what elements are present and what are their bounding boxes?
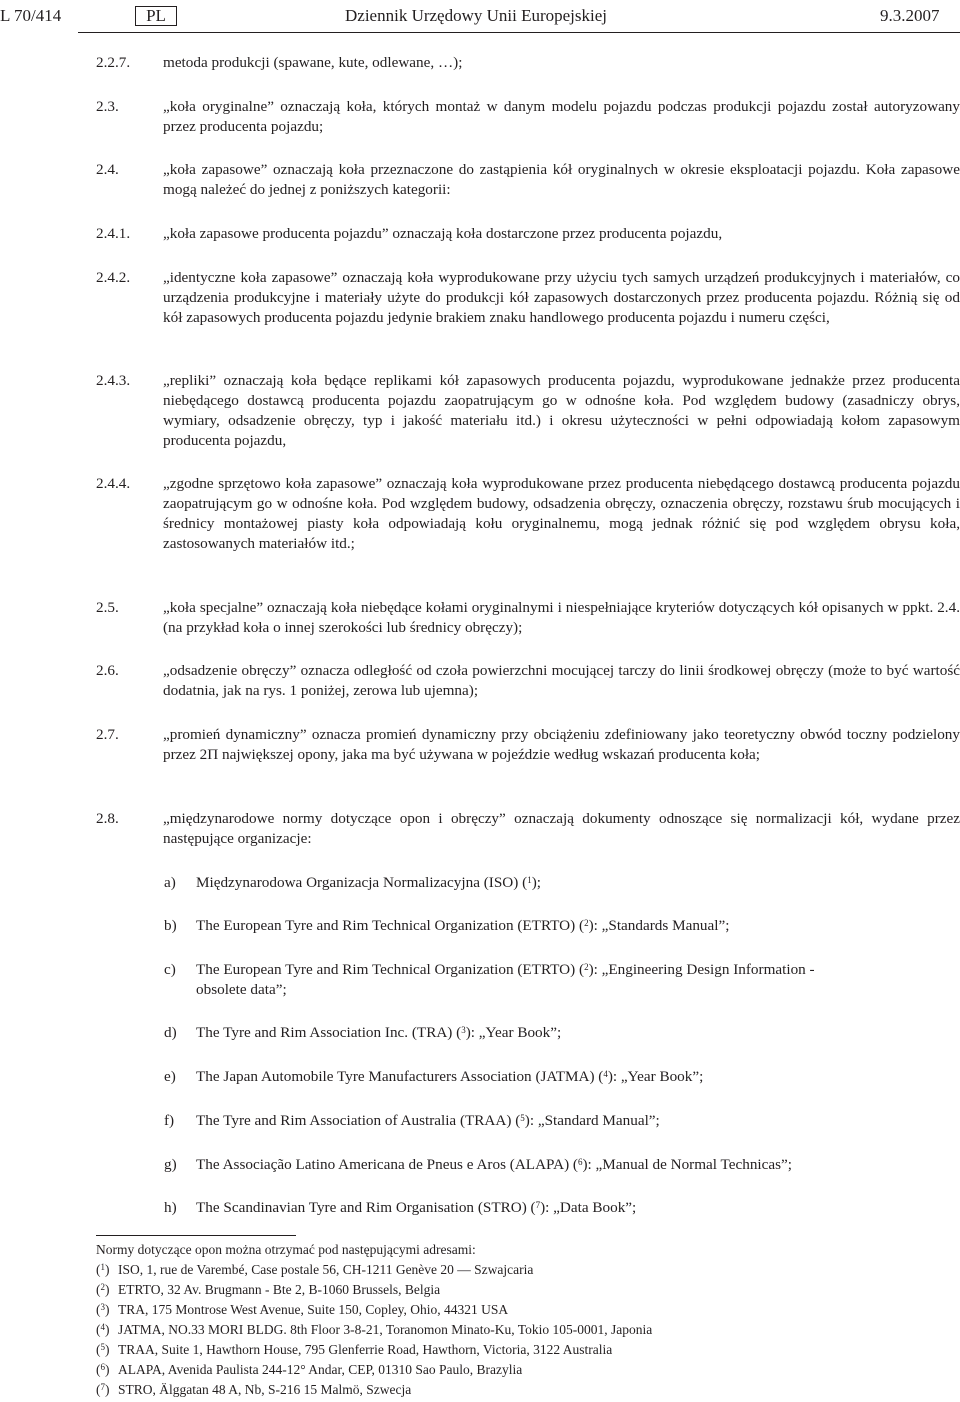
item-text: „koła zapasowe producenta pojazdu” oznaczają koła dostarczone przez producenta pojazdu, <box>163 225 723 242</box>
footnote-ref: 4 <box>603 1069 608 1079</box>
item-text: „międzynarodowe normy dotyczące opon i obręczy” oznaczają dokumenty odnoszące się normalizacji kół, wydane przez następujące organizacje: <box>163 810 960 847</box>
item-text: „koła zapasowe” oznaczają koła przeznaczone do zastąpienia kół oryginalnych w okresie eksploatacji pojazdu. Koła zapasowe mogą należeć do jednej z poniższych kategorii: <box>163 161 960 198</box>
publication-date: 9.3.2007 <box>880 6 940 25</box>
organization-letter: h) <box>164 1199 177 1216</box>
organization-letter: f) <box>164 1112 175 1129</box>
footnote-ref: 7 <box>535 1200 541 1210</box>
item-text: „koła specjalne” oznaczają koła niebędące kołami oryginalnymi i niespełniające kryteriów dotyczących kół opisanych w ppkt. 2.4. (na przykład koła o innej szerokości lub średnicy obręczy); <box>163 599 960 636</box>
page-reference: L 70/414 <box>0 6 62 25</box>
organization-letter: e) <box>164 1068 176 1085</box>
item-text: „odsadzenie obręczy” oznacza odległość od czoła powierzchni mocującej tarczy do linii środkowej obręczy (może to być wartość dodatnia, jak na rys. 1 poniżej, zerowa lub ujemna); <box>163 662 960 699</box>
organization-text: The Japan Automobile Tyre Manufacturers Association (JATMA) ($^4$): „Year Book”; <box>196 1068 704 1085</box>
item-number: 2.6. <box>96 662 119 679</box>
journal-title: Dziennik Urzędowy Unii Europejskiej <box>345 6 608 25</box>
item-text: metoda produkcji (spawane, kute, odlewane, …); <box>163 54 463 71</box>
organization-letter: c) <box>164 961 176 978</box>
item-text: „identyczne koła zapasowe” oznaczają koła wyprodukowane przy użyciu tych samych urządzeń produkcyjnych i materiałów, co urządzenia produkcyjne i materiały użyte do produkcji kół zapasowych dostarczonych przez producenta pojazdu. Różnią się od kół zapasowych producenta pojazdu jedynie brakiem znaku handlowego producenta pojazdu i numeru części, <box>163 269 960 326</box>
item-number: 2.4.2. <box>96 269 131 286</box>
footnote-ref: 1 <box>527 875 532 885</box>
footnote: ($^4$) JATMA, NO.33 MORI BLDG. 8th Floor 3-8-21, Toranomon Minato-Ku, Tokio 105-0001, Japonia <box>96 1322 653 1337</box>
footnote-ref: 2 <box>584 918 589 928</box>
footnote-ref: 6 <box>577 1157 583 1167</box>
item-number: 2.7. <box>96 726 119 743</box>
item-number: 2.8. <box>96 810 119 827</box>
footnote: ($^3$) TRA, 175 Montrose West Avenue, Suite 150, Copley, Ohio, 44321 USA <box>96 1302 509 1317</box>
item-text: „repliki” oznaczają koła będące replikami kół zapasowych producenta pojazdu, wyprodukowane jednakże przez producenta niebędącego dostawcą producenta pojazdu zaopatrującym go w odnośne koła. Pod względem budowy (zasadniczy obrys, wymiary, odsadzenie obręczy, typ i jakość materiału itd.) i okresu użyteczności w pełni odpowiadają kołom zapasowym producenta pojazdu, <box>163 372 960 449</box>
footnote: ($^1$) ISO, 1, rue de Varembé, Case postale 56, CH-1211 Genève 20 — Szwajcaria <box>96 1262 534 1277</box>
organization-letter: g) <box>164 1156 177 1173</box>
footnote: ($^7$) STRO, Älggatan 48 A, Nb, S-216 15 Malmö, Szwecja <box>96 1382 412 1397</box>
item-text: „promień dynamiczny” oznacza promień dynamiczny przy obciążeniu zdefiniowany jako teoretyczny obwód toczny podzielony przez 2Π największej opony, jaka ma być używana w pojeździe według wskazań producenta koła; <box>163 726 960 763</box>
footnote-ref: 5 <box>520 1113 525 1123</box>
item-number: 2.3. <box>96 98 119 115</box>
organization-letter: d) <box>164 1024 177 1041</box>
organization-letter: a) <box>164 874 176 891</box>
item-text: „zgodne sprzętowo koła zapasowe” oznaczają koła wyprodukowane przez producenta niebędącego dostawcą producenta pojazdu zaopatrującym go w odnośne koła. Pod względem budowy, odsadzenia obręczy, oznaczenia obręczy, rozstawu śrub mocujących i średnicy montażowej piasty koła odpowiadają kołu oryginalnemu, mogą jednak różnić się pod względem obrysu koła, zastosowanych materiałów itd.; <box>163 475 960 552</box>
organization-text: The European Tyre and Rim Technical Organization (ETRTO) ($^2$): „Standards Manual”; <box>196 917 730 934</box>
item-number: 2.4. <box>96 161 119 178</box>
organization-text: The Tyre and Rim Association of Australia (TRAA) ($^5$): „Standard Manual”; <box>196 1112 660 1129</box>
page-header <box>0 5 960 27</box>
item-text: „koła oryginalne” oznaczają koła, których montaż w danym modelu pojazdu podczas produkcji pojazdu został autoryzowany przez producenta pojazdu; <box>163 98 960 135</box>
item-number: 2.4.3. <box>96 372 131 389</box>
footnote: ($^5$) TRAA, Suite 1, Hawthorn House, 795 Glenferrie Road, Hawthorn, Victoria, 3122 Australia <box>96 1342 613 1357</box>
footnote-separator <box>96 1235 296 1236</box>
footnote-intro: Normy dotyczące opon można otrzymać pod następującymi adresami: <box>96 1242 476 1257</box>
language-badge: PL <box>135 6 177 26</box>
item-number: 2.2.7. <box>96 54 131 71</box>
header-rule <box>78 32 960 33</box>
item-number: 2.4.1. <box>96 225 131 242</box>
footnote: ($^2$) ETRTO, 32 Av. Brugmann - Bte 2, B-1060 Brussels, Belgia <box>96 1282 441 1297</box>
footnote-ref: 2 <box>584 962 589 972</box>
footnote-ref: 3 <box>461 1025 466 1035</box>
organization-letter: b) <box>164 917 177 934</box>
organization-text: The Scandinavian Tyre and Rim Organisation (STRO) ($^7$): „Data Book”; <box>196 1199 637 1216</box>
organization-text: The Tyre and Rim Association Inc. (TRA) ($^3$): „Year Book”; <box>196 1024 562 1041</box>
item-number: 2.4.4. <box>96 475 131 492</box>
organization-text: The European Tyre and Rim Technical Organization (ETRTO) ($^2$): „Engineering Design Information - obsolete data”; <box>196 961 815 998</box>
organization-text: The Associação Latino Americana de Pneus e Aros (ALAPA) ($^6$): „Manual de Normal Technicas”; <box>196 1156 792 1173</box>
item-number: 2.5. <box>96 599 119 616</box>
footnote: ($^6$) ALAPA, Avenida Paulista 244-12° Andar, CEP, 01310 Sao Paulo, Brazylia <box>96 1362 523 1377</box>
organization-text: Międzynarodowa Organizacja Normalizacyjna (ISO) ($^1$); <box>196 874 541 891</box>
